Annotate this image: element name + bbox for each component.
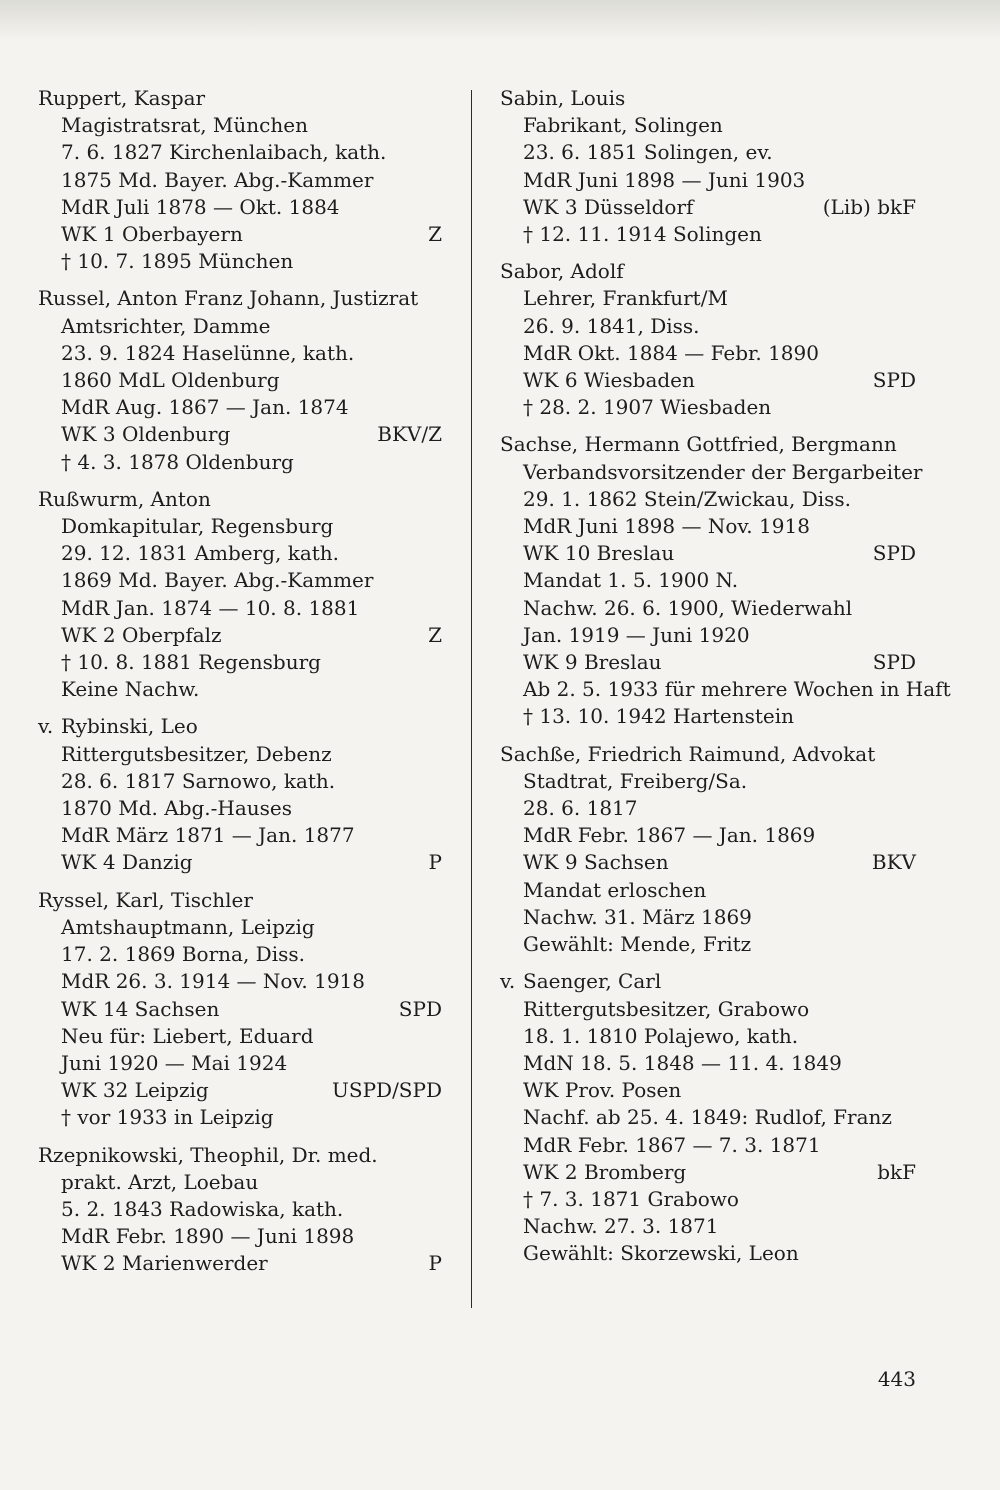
entry-detail-line: † 13. 10. 1942 Hartenstein	[523, 704, 795, 729]
party-label: SPD	[872, 541, 916, 566]
constituency-text: WK 14 Sachsen	[61, 996, 220, 1021]
party-label: Z	[428, 222, 442, 247]
constituency-line	[500, 367, 916, 394]
party-label: BKV/Z	[377, 422, 442, 447]
entry-detail-line: MdR Febr. 1867 — Jan. 1869	[523, 823, 816, 848]
constituency-text: WK 1 Oberbayern	[61, 222, 243, 247]
entry-detail-line: MdR März 1871 — Jan. 1877	[61, 823, 355, 848]
biography-entry	[500, 85, 916, 248]
entry-detail-line: 17. 2. 1869 Borna, Diss.	[61, 942, 305, 967]
constituency-text: WK 2 Oberpfalz	[61, 622, 222, 647]
entry-detail-line: Gewählt: Mende, Fritz	[523, 932, 752, 957]
entry-detail-line: MdR Okt. 1884 — Febr. 1890	[523, 340, 819, 365]
entry-heading	[38, 285, 442, 312]
constituency-text: WK 2 Bromberg	[523, 1159, 687, 1184]
entry-detail-line: prakt. Arzt, Loebau	[61, 1169, 259, 1194]
party-label: bkF	[877, 1159, 916, 1184]
entry-detail-line: MdR 26. 3. 1914 — Nov. 1918	[61, 969, 365, 994]
constituency-line	[38, 849, 442, 876]
party-label: P	[428, 850, 442, 875]
entry-heading	[500, 258, 916, 285]
entry-heading	[500, 85, 916, 112]
entry-name: Ruppert, Kaspar	[38, 86, 206, 110]
entry-detail-line: MdN 18. 5. 1848 — 11. 4. 1849	[523, 1050, 842, 1075]
party-label: SPD	[872, 368, 916, 393]
entry-detail-line: 18. 1. 1810 Polajewo, kath.	[523, 1023, 799, 1048]
entry-detail-line: MdR Juli 1878 — Okt. 1884	[61, 194, 340, 219]
entry-detail-line: † 4. 3. 1878 Oldenburg	[61, 449, 294, 474]
party-label: BKV	[871, 850, 916, 875]
constituency-text: WK 2 Marienwerder	[61, 1251, 268, 1276]
entry-detail-line: 1860 MdL Oldenburg	[61, 368, 280, 393]
entry-name: Saenger, Carl	[523, 969, 662, 994]
biography-entry	[38, 887, 442, 1132]
constituency-line	[38, 996, 442, 1023]
entry-detail-line: Nachw. 31. März 1869	[523, 904, 752, 929]
party-label: (Lib) bkF	[822, 194, 916, 219]
party-label: Z	[428, 622, 442, 647]
entry-heading	[38, 85, 442, 112]
biography-entry	[500, 258, 916, 421]
entry-detail-line: 1875 Md. Bayer. Abg.-Kammer	[61, 167, 374, 192]
entry-detail-line: MdR Febr. 1867 — 7. 3. 1871	[523, 1132, 821, 1157]
entry-name: Sachse, Hermann Gottfried, Bergmann	[500, 432, 897, 457]
constituency-line	[38, 221, 442, 248]
entry-detail-line: Rittergutsbesitzer, Debenz	[61, 741, 332, 766]
entry-detail-line: 29. 12. 1831 Amberg, kath.	[61, 541, 340, 566]
entry-detail-line: Juni 1920 — Mai 1924	[61, 1050, 288, 1075]
biography-entry	[500, 741, 916, 959]
entry-detail-line: MdR Aug. 1867 — Jan. 1874	[61, 395, 349, 420]
party-label: P	[428, 1251, 442, 1276]
constituency-line	[500, 1159, 916, 1186]
entry-detail-line: MdR Juni 1898 — Nov. 1918	[523, 514, 810, 539]
constituency-text: WK 9 Sachsen	[523, 850, 669, 875]
entry-heading	[38, 713, 442, 740]
entry-detail-line: Stadtrat, Freiberg/Sa.	[523, 768, 748, 793]
entry-detail-line: † 7. 3. 1871 Grabowo	[523, 1186, 739, 1211]
entry-detail-line: Keine Nachw.	[61, 677, 200, 702]
entry-detail-line: 1869 Md. Bayer. Abg.-Kammer	[61, 568, 374, 593]
entry-heading	[38, 1142, 442, 1169]
right-column	[500, 85, 951, 1278]
entry-heading	[500, 968, 916, 995]
entry-detail-line: Fabrikant, Solingen	[523, 113, 723, 138]
entry-detail-line: 7. 6. 1827 Kirchenlaibach, kath.	[61, 140, 387, 165]
constituency-line	[38, 421, 442, 448]
biography-entry	[38, 285, 442, 475]
entry-detail-line: Ab 2. 5. 1933 für mehrere Wochen in Haft	[523, 677, 951, 702]
entry-name: Sabor, Adolf	[500, 259, 624, 284]
entry-detail-line: Verbandsvorsitzender der Bergarbeiter	[523, 459, 923, 484]
constituency-line	[38, 622, 442, 649]
entry-detail-line: Domkapitular, Regensburg	[61, 514, 334, 539]
entry-detail-line: Magistratsrat, München	[61, 113, 308, 138]
entry-detail-line: Lehrer, Frankfurt/M	[523, 286, 728, 311]
entry-detail-line: 29. 1. 1862 Stein/Zwickau, Diss.	[523, 486, 852, 511]
entry-detail-line: 23. 9. 1824 Haselünne, kath.	[61, 340, 355, 365]
entry-detail-line: 23. 6. 1851 Solingen, ev.	[523, 140, 773, 165]
entry-detail-line: Nachf. ab 25. 4. 1849: Rudlof, Franz	[523, 1105, 892, 1130]
entry-detail-line: MdR Juni 1898 — Juni 1903	[523, 167, 806, 192]
entry-heading	[38, 887, 442, 914]
entry-heading	[38, 486, 442, 513]
party-label: USPD/SPD	[332, 1078, 442, 1103]
entry-name: Rzepnikowski, Theophil, Dr. med.	[38, 1142, 378, 1167]
entry-detail-line: Rittergutsbesitzer, Grabowo	[523, 996, 810, 1021]
page-number: 443	[877, 1367, 916, 1391]
entry-detail-line: 26. 9. 1841, Diss.	[523, 313, 700, 338]
entry-detail-line: † 28. 2. 1907 Wiesbaden	[523, 395, 772, 420]
entry-detail-line: MdR Jan. 1874 — 10. 8. 1881	[61, 595, 360, 620]
party-label: SPD	[872, 650, 916, 675]
entry-name: Russel, Anton Franz Johann, Justizrat	[38, 286, 419, 311]
entry-detail-line: MdR Febr. 1890 — Juni 1898	[61, 1224, 355, 1249]
entry-detail-line: Gewählt: Skorzewski, Leon	[523, 1241, 799, 1266]
entry-detail-line: 1870 Md. Abg.-Hauses	[61, 796, 293, 821]
constituency-text: WK 9 Breslau	[523, 650, 662, 675]
constituency-line	[500, 194, 916, 221]
entry-detail-line: Jan. 1919 — Juni 1920	[523, 622, 750, 647]
entry-detail-line: WK Prov. Posen	[523, 1078, 682, 1103]
constituency-line	[500, 540, 916, 567]
constituency-text: WK 6 Wiesbaden	[523, 368, 695, 393]
left-column	[38, 85, 442, 1288]
entry-detail-line: Mandat erloschen	[523, 877, 707, 902]
column-divider	[471, 90, 472, 1308]
entry-name: Sachße, Friedrich Raimund, Advokat	[500, 741, 876, 766]
entry-detail-line: 5. 2. 1843 Radowiska, kath.	[61, 1196, 344, 1221]
name-prefix: v.	[500, 969, 516, 994]
entry-detail-line: Nachw. 26. 6. 1900, Wiederwahl	[523, 595, 853, 620]
constituency-text: WK 3 Düsseldorf	[523, 194, 694, 219]
page-top-shadow	[0, 0, 1000, 40]
entry-heading	[500, 431, 916, 458]
constituency-line	[500, 849, 916, 876]
biography-entry	[38, 85, 442, 275]
entry-detail-line: † 10. 8. 1881 Regensburg	[61, 650, 321, 675]
entry-name: Ryssel, Karl, Tischler	[38, 887, 253, 912]
biography-entry	[38, 1142, 442, 1278]
entry-detail-line: Amtsrichter, Damme	[61, 313, 271, 338]
constituency-text: WK 3 Oldenburg	[61, 422, 231, 447]
entry-detail-line: Nachw. 27. 3. 1871	[523, 1214, 719, 1239]
entry-name: Rußwurm, Anton	[38, 486, 211, 511]
biography-entry	[500, 431, 951, 730]
biography-entry	[38, 486, 442, 704]
entry-name: Sabin, Louis	[500, 86, 626, 110]
entry-detail-line: † vor 1933 in Leipzig	[61, 1105, 274, 1130]
entry-detail-line: Amtshauptmann, Leipzig	[61, 914, 315, 939]
party-label: SPD	[398, 996, 442, 1021]
constituency-line	[500, 649, 916, 676]
entry-detail-line: † 12. 11. 1914 Solingen	[523, 222, 762, 247]
entry-name: Rybinski, Leo	[61, 714, 198, 739]
constituency-line	[38, 1077, 442, 1104]
entry-detail-line: 28. 6. 1817	[523, 796, 638, 821]
biography-entry	[38, 713, 442, 876]
entry-detail-line: † 10. 7. 1895 München	[61, 249, 294, 274]
entry-heading	[500, 741, 916, 768]
biography-entry	[500, 968, 916, 1267]
entry-detail-line: Neu für: Liebert, Eduard	[61, 1023, 314, 1048]
constituency-text: WK 32 Leipzig	[61, 1078, 209, 1103]
constituency-text: WK 10 Breslau	[523, 541, 675, 566]
entry-detail-line: Mandat 1. 5. 1900 N.	[523, 568, 739, 593]
name-prefix: v.	[38, 714, 54, 739]
constituency-text: WK 4 Danzig	[61, 850, 193, 875]
entry-detail-line: 28. 6. 1817 Sarnowo, kath.	[61, 768, 336, 793]
constituency-line	[38, 1250, 442, 1277]
